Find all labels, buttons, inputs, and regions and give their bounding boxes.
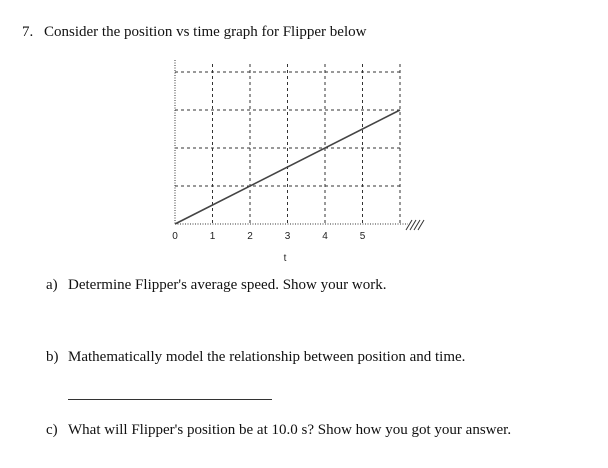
question-number: 7. [22, 24, 34, 40]
part-b-text: Mathematically model the relationship between position and time. [68, 349, 466, 365]
x-tick-label: 4 [322, 231, 328, 242]
axes [175, 60, 408, 224]
part-c-label: c) [46, 422, 58, 438]
question-text: Consider the position vs time graph for Flipper below [44, 24, 367, 40]
x-tick-label: 5 [359, 231, 366, 242]
x-tick-label: 3 [284, 231, 291, 242]
series-line [175, 110, 400, 224]
x-tick-label: 1 [209, 231, 216, 242]
question-title [22, 24, 366, 41]
part-a-label: a) [46, 277, 58, 293]
x-tick-label: 2 [247, 231, 253, 242]
part-a [46, 277, 386, 294]
answer-line [68, 399, 272, 400]
part-a-text: Determine Flipper's average speed. Show your work. [68, 277, 387, 293]
grid-lines [175, 64, 400, 224]
position-time-graph [165, 52, 430, 272]
data-series [175, 110, 400, 224]
x-tick-labels [172, 231, 366, 242]
x-axis-mark: t [283, 253, 287, 264]
part-b [46, 349, 465, 366]
axis-hatch-marks [406, 220, 424, 230]
part-b-label: b) [46, 349, 59, 365]
x-tick-label: 0 [172, 231, 178, 242]
part-c-text: What will Flipper's position be at 10.0 s? Show how you got your answer. [68, 422, 512, 438]
part-c [46, 422, 511, 439]
